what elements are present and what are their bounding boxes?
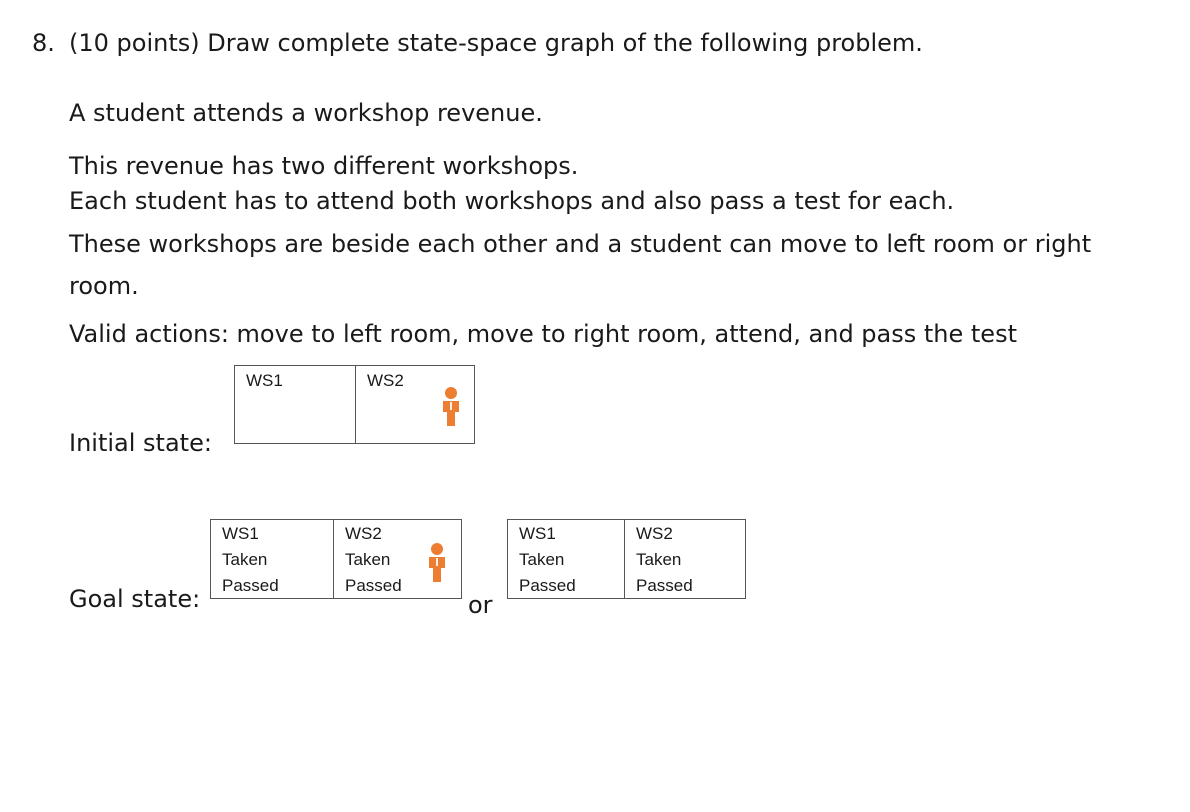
question-line-3: Each student has to attend both workshops and also pass a test for each. <box>69 187 955 215</box>
room-passed-status: Passed <box>222 576 279 595</box>
room-ws1 <box>508 520 625 598</box>
room-taken-status: Taken <box>345 550 391 569</box>
initial-state-diagram <box>234 365 475 444</box>
goal-state-label: Goal state: <box>69 585 201 613</box>
room-taken-status: Taken <box>519 550 565 569</box>
person-icon <box>426 542 448 584</box>
person-icon <box>440 386 462 428</box>
initial-state-label: Initial state: <box>69 429 212 457</box>
question-line-2: This revenue has two different workshops. <box>69 152 579 180</box>
question-line-6: Valid actions: move to left room, move to right room, attend, and pass the test <box>69 320 1017 348</box>
room-name: WS2 <box>367 371 404 390</box>
question-line-1: A student attends a workshop revenue. <box>69 99 543 127</box>
goal-connector: or <box>468 591 493 619</box>
goal-state-option-1 <box>210 519 462 599</box>
room-taken-status: Taken <box>636 550 682 569</box>
room-passed-status: Passed <box>345 576 402 595</box>
question-line-5: room. <box>69 272 139 300</box>
question-prompt: (10 points) Draw complete state-space graph of the following problem. <box>69 29 923 57</box>
room-ws1 <box>235 366 356 443</box>
room-ws1 <box>211 520 334 598</box>
room-ws2 <box>334 520 462 598</box>
room-ws2 <box>356 366 475 443</box>
room-passed-status: Passed <box>636 576 693 595</box>
goal-state-option-2 <box>507 519 746 599</box>
question-line-4: These workshops are beside each other and a student can move to left room or right <box>69 230 1092 258</box>
room-name: WS1 <box>519 524 556 543</box>
room-taken-status: Taken <box>222 550 268 569</box>
room-name: WS2 <box>636 524 673 543</box>
room-name: WS2 <box>345 524 382 543</box>
room-name: WS1 <box>246 371 283 390</box>
room-passed-status: Passed <box>519 576 576 595</box>
room-ws2 <box>625 520 746 598</box>
room-name: WS1 <box>222 524 259 543</box>
question-number: 8. <box>32 29 55 57</box>
